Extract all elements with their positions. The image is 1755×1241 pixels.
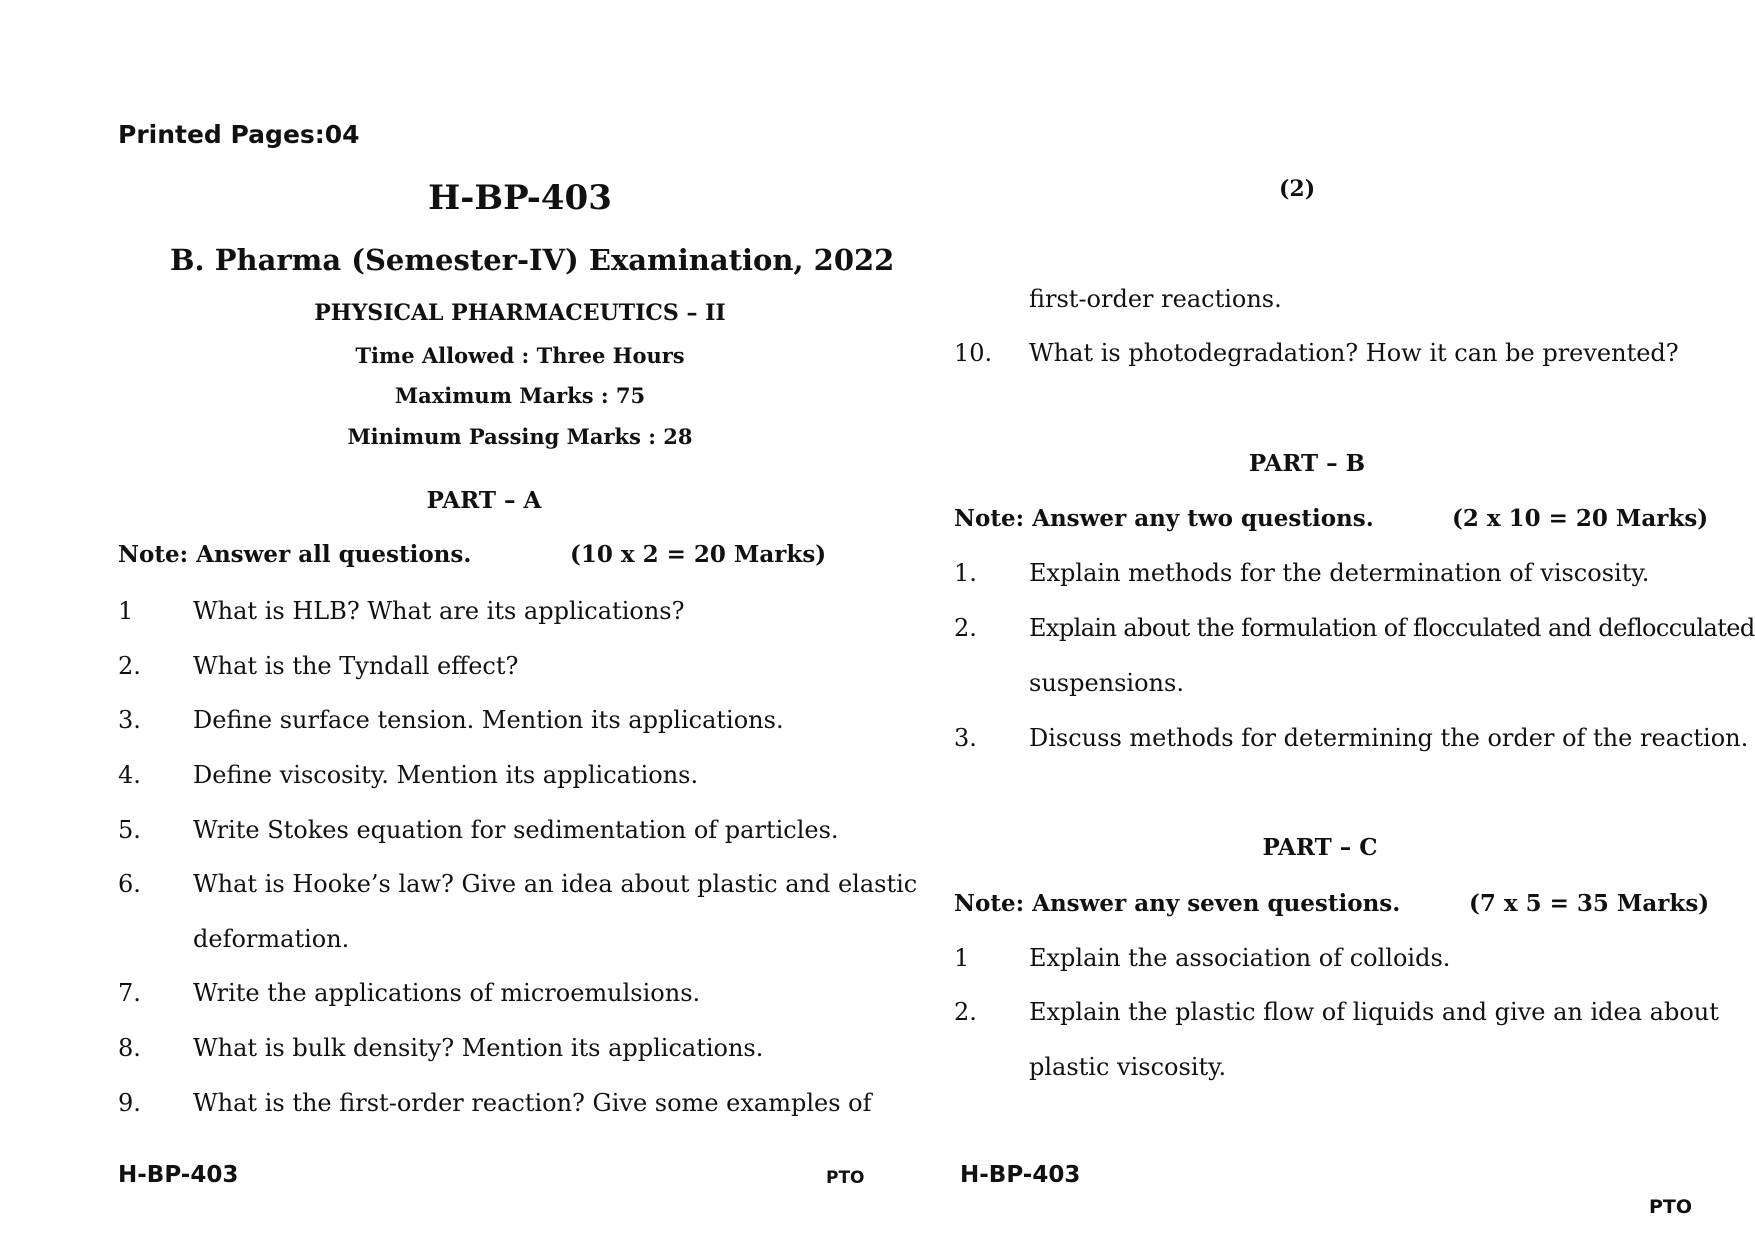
question-number: 10. <box>954 339 993 367</box>
question-text: What is HLB? What are its applications? <box>193 597 685 625</box>
part-c-marks: (7 x 5 = 35 Marks) <box>1469 890 1710 917</box>
question-text: What is bulk density? Mention its applications. <box>193 1034 764 1062</box>
minimum-passing-marks: Minimum Passing Marks : 28 <box>347 424 693 449</box>
part-a-marks: (10 x 2 = 20 Marks) <box>570 541 827 568</box>
footer-paper-code: H-BP-403 <box>118 1162 239 1188</box>
question-text-continuation: suspensions. <box>1029 669 1184 697</box>
paper-code: H-BP-403 <box>428 178 612 218</box>
subject-title: PHYSICAL PHARMACEUTICS – II <box>314 300 726 326</box>
question-number: 8. <box>118 1034 141 1062</box>
part-b-heading: PART – B <box>1248 450 1366 477</box>
question-text-continuation: deformation. <box>193 925 350 953</box>
question-text: Explain the association of colloids. <box>1029 944 1451 972</box>
page-number: (2) <box>1279 176 1316 202</box>
printed-pages: Printed Pages:04 <box>118 120 360 149</box>
question-number: 1 <box>118 597 134 625</box>
footer-paper-code: H-BP-403 <box>960 1162 1081 1188</box>
part-c-heading: PART – C <box>1262 834 1378 861</box>
part-a-note: Note: Answer all questions. <box>118 541 472 568</box>
question-number: 3. <box>954 724 977 752</box>
question-number: 2. <box>954 998 977 1026</box>
question-text: Write Stokes equation for sedimentation of particles. <box>193 816 839 844</box>
question-text: Explain the plastic flow of liquids and give an idea about <box>1029 998 1719 1026</box>
question-number: 4. <box>118 761 141 789</box>
question-number: 1. <box>954 559 977 587</box>
question-number: 2. <box>118 652 141 680</box>
question-number: 1 <box>954 944 970 972</box>
maximum-marks: Maximum Marks : 75 <box>394 383 646 408</box>
question-text: Explain about the formulation of flocculated and deflocculated <box>1029 614 1755 642</box>
question-number: 3. <box>118 706 141 734</box>
question-text: Define viscosity. Mention its applications. <box>193 761 699 789</box>
footer-pto: PTO <box>1649 1196 1693 1218</box>
question-text: What is the first-order reaction? Give some examples of <box>193 1089 872 1117</box>
question-text: Discuss methods for determining the order of the reaction. <box>1029 724 1749 752</box>
question-number: 9. <box>118 1089 141 1117</box>
footer-pto: PTO <box>826 1168 865 1188</box>
question-text-continuation: first-order reactions. <box>1029 285 1282 313</box>
question-number: 6. <box>118 870 141 898</box>
exam-title: B. Pharma (Semester-IV) Examination, 2022 <box>170 243 895 277</box>
part-b-marks: (2 x 10 = 20 Marks) <box>1452 505 1709 532</box>
question-text: What is Hooke’s law? Give an idea about plastic and elastic <box>193 870 918 898</box>
question-text: What is photodegradation? How it can be prevented? <box>1029 339 1679 367</box>
question-number: 7. <box>118 979 141 1007</box>
question-text: Explain methods for the determination of viscosity. <box>1029 559 1650 587</box>
question-text: Write the applications of microemulsions. <box>193 979 701 1007</box>
question-text: Define surface tension. Mention its applications. <box>193 706 784 734</box>
part-a-heading: PART – A <box>426 487 542 514</box>
time-allowed: Time Allowed : Three Hours <box>355 343 685 368</box>
question-number: 5. <box>118 816 141 844</box>
part-c-note: Note: Answer any seven questions. <box>954 890 1401 917</box>
part-b-note: Note: Answer any two questions. <box>954 505 1374 532</box>
question-text-continuation: plastic viscosity. <box>1029 1053 1227 1081</box>
question-number: 2. <box>954 614 977 642</box>
question-text: What is the Tyndall effect? <box>193 652 519 680</box>
